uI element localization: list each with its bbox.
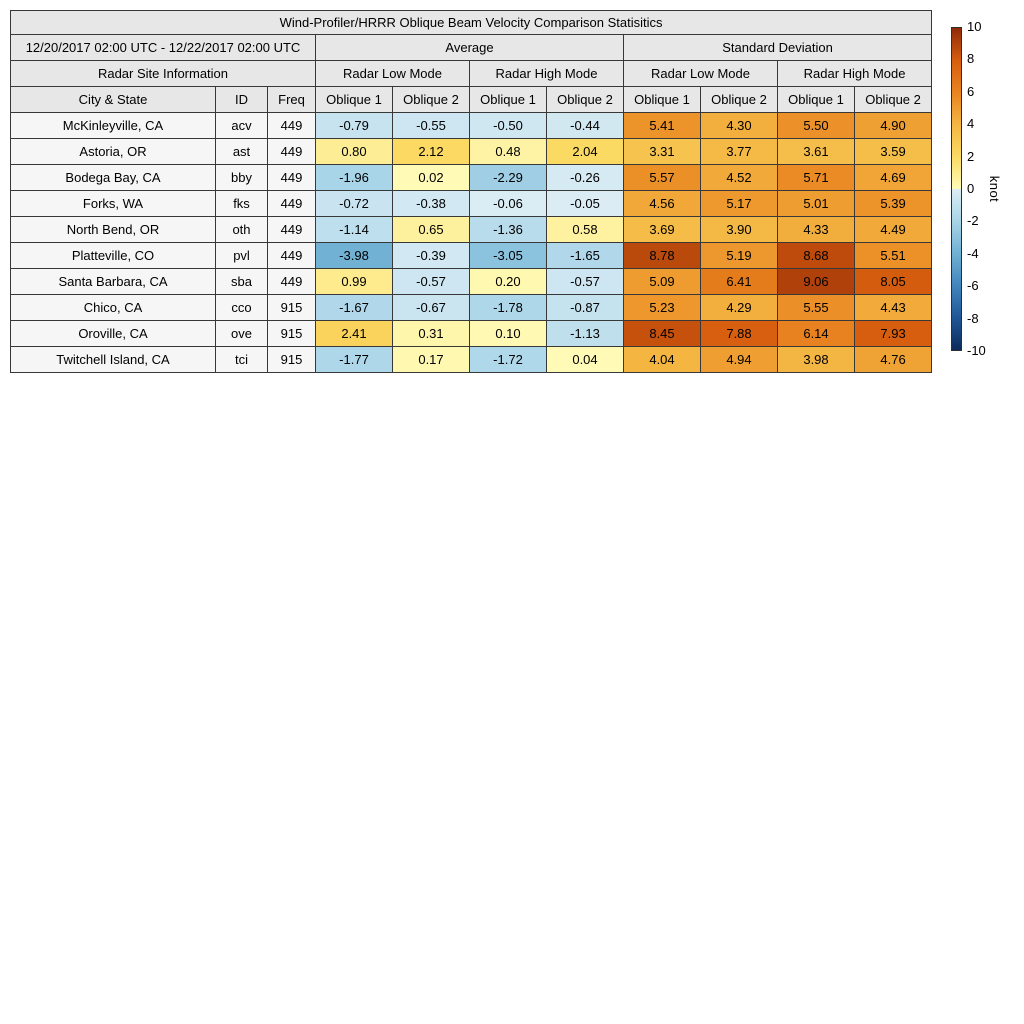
cell-value: -0.55 xyxy=(393,113,470,139)
table-row xyxy=(11,113,932,139)
table-row xyxy=(11,139,932,165)
cell-value: -0.57 xyxy=(547,269,624,295)
colorbar-tick-label: 10 xyxy=(967,19,982,34)
cell-value: -0.72 xyxy=(316,191,393,217)
cell-id: ast xyxy=(216,139,268,165)
cell-value: 4.33 xyxy=(778,217,855,243)
cell-value: 4.49 xyxy=(855,217,932,243)
cell-city: Santa Barbara, CA xyxy=(11,269,216,295)
group-header-row xyxy=(11,35,932,61)
cell-value: 3.31 xyxy=(624,139,701,165)
cell-value: 7.93 xyxy=(855,321,932,347)
cell-value: 5.01 xyxy=(778,191,855,217)
cell-value: 2.41 xyxy=(316,321,393,347)
col-header-oblique: Oblique 1 xyxy=(624,87,701,113)
cell-value: -1.36 xyxy=(470,217,547,243)
colorbar-tick-label: 6 xyxy=(967,83,975,99)
cell-value: 8.45 xyxy=(624,321,701,347)
cell-freq: 449 xyxy=(268,269,316,295)
cell-value: 5.51 xyxy=(855,243,932,269)
cell-freq: 449 xyxy=(268,191,316,217)
mode-header-std-low: Radar Low Mode xyxy=(624,61,778,87)
cell-value: 6.14 xyxy=(778,321,855,347)
cell-value: 3.77 xyxy=(701,139,778,165)
cell-value: -0.44 xyxy=(547,113,624,139)
mode-header-avg-high: Radar High Mode xyxy=(470,61,624,87)
cell-id: bby xyxy=(216,165,268,191)
group-header-stddev: Standard Deviation xyxy=(624,35,932,61)
column-header-row xyxy=(11,87,932,113)
site-info-header: Radar Site Information xyxy=(11,61,316,87)
cell-value: 3.90 xyxy=(701,217,778,243)
cell-value: 0.65 xyxy=(393,217,470,243)
group-header-average: Average xyxy=(316,35,624,61)
colorbar-tick-label: -4 xyxy=(967,245,979,261)
cell-value: 4.04 xyxy=(624,347,701,373)
cell-value: 0.17 xyxy=(393,347,470,373)
cell-city: McKinleyville, CA xyxy=(11,113,216,139)
cell-value: 5.50 xyxy=(778,113,855,139)
cell-value: 0.10 xyxy=(470,321,547,347)
table-row xyxy=(11,165,932,191)
mode-header-avg-low: Radar Low Mode xyxy=(316,61,470,87)
table-row xyxy=(11,295,932,321)
cell-id: ove xyxy=(216,321,268,347)
cell-freq: 449 xyxy=(268,243,316,269)
col-header-oblique: Oblique 1 xyxy=(778,87,855,113)
statistics-table xyxy=(10,10,932,373)
col-header-oblique: Oblique 2 xyxy=(855,87,932,113)
colorbar-tick-label: -8 xyxy=(967,310,979,326)
cell-value: -1.14 xyxy=(316,217,393,243)
cell-value: 4.94 xyxy=(701,347,778,373)
cell-value: 5.39 xyxy=(855,191,932,217)
cell-city: Bodega Bay, CA xyxy=(11,165,216,191)
mode-header-row xyxy=(11,61,932,87)
colorbar-tick-label: 2 xyxy=(967,148,975,164)
table-title: Wind-Profiler/HRRR Oblique Beam Velocity Comparison Statisitics xyxy=(11,11,932,35)
cell-value: -3.98 xyxy=(316,243,393,269)
col-header-oblique: Oblique 1 xyxy=(470,87,547,113)
cell-value: 0.04 xyxy=(547,347,624,373)
cell-id: sba xyxy=(216,269,268,295)
col-header-oblique: Oblique 2 xyxy=(547,87,624,113)
cell-value: 3.61 xyxy=(778,139,855,165)
cell-value: 0.58 xyxy=(547,217,624,243)
cell-value: 3.59 xyxy=(855,139,932,165)
cell-value: 3.98 xyxy=(778,347,855,373)
title-row xyxy=(11,11,932,35)
cell-value: 0.31 xyxy=(393,321,470,347)
cell-value: 5.71 xyxy=(778,165,855,191)
cell-value: 4.69 xyxy=(855,165,932,191)
cell-id: pvl xyxy=(216,243,268,269)
cell-value: -1.72 xyxy=(470,347,547,373)
cell-value: 2.12 xyxy=(393,139,470,165)
cell-id: acv xyxy=(216,113,268,139)
cell-value: 4.90 xyxy=(855,113,932,139)
cell-value: -0.67 xyxy=(393,295,470,321)
cell-value: 0.02 xyxy=(393,165,470,191)
col-header-oblique: Oblique 2 xyxy=(393,87,470,113)
cell-value: 4.76 xyxy=(855,347,932,373)
cell-city: Twitchell Island, CA xyxy=(11,347,216,373)
colorbar-gradient xyxy=(951,27,962,351)
col-header-freq: Freq xyxy=(268,87,316,113)
cell-value: -0.38 xyxy=(393,191,470,217)
cell-city: Forks, WA xyxy=(11,191,216,217)
cell-freq: 449 xyxy=(268,139,316,165)
cell-freq: 449 xyxy=(268,165,316,191)
cell-value: 5.23 xyxy=(624,295,701,321)
cell-value: -0.50 xyxy=(470,113,547,139)
table-row xyxy=(11,243,932,269)
table-row xyxy=(11,269,932,295)
cell-value: -0.87 xyxy=(547,295,624,321)
cell-value: 9.06 xyxy=(778,269,855,295)
cell-value: -0.06 xyxy=(470,191,547,217)
colorbar-unit-label: knot xyxy=(987,175,1002,203)
cell-value: 5.41 xyxy=(624,113,701,139)
cell-value: 8.68 xyxy=(778,243,855,269)
col-header-oblique: Oblique 2 xyxy=(701,87,778,113)
cell-value: -1.13 xyxy=(547,321,624,347)
cell-value: 5.57 xyxy=(624,165,701,191)
cell-value: -1.96 xyxy=(316,165,393,191)
cell-value: 0.20 xyxy=(470,269,547,295)
cell-city: Platteville, CO xyxy=(11,243,216,269)
cell-value: -0.79 xyxy=(316,113,393,139)
cell-value: 4.43 xyxy=(855,295,932,321)
cell-value: -0.26 xyxy=(547,165,624,191)
table-row xyxy=(11,321,932,347)
cell-value: 0.48 xyxy=(470,139,547,165)
cell-value: -1.77 xyxy=(316,347,393,373)
cell-value: -0.57 xyxy=(393,269,470,295)
cell-value: -1.65 xyxy=(547,243,624,269)
cell-value: 4.52 xyxy=(701,165,778,191)
cell-value: 5.17 xyxy=(701,191,778,217)
cell-value: 5.55 xyxy=(778,295,855,321)
cell-value: 0.80 xyxy=(316,139,393,165)
colorbar-tick-label: -2 xyxy=(967,213,979,229)
cell-value: -0.05 xyxy=(547,191,624,217)
colorbar-tick-label: -10 xyxy=(967,343,986,358)
cell-freq: 449 xyxy=(268,113,316,139)
table-row xyxy=(11,347,932,373)
colorbar-tick-label: -6 xyxy=(967,278,979,294)
cell-value: 2.04 xyxy=(547,139,624,165)
colorbar-tick-label: 8 xyxy=(967,51,975,67)
colorbar-tick-label: 0 xyxy=(967,181,975,196)
colorbar-tick-label: 4 xyxy=(967,116,975,132)
cell-value: -1.67 xyxy=(316,295,393,321)
cell-freq: 915 xyxy=(268,347,316,373)
cell-value: 8.78 xyxy=(624,243,701,269)
table-row xyxy=(11,191,932,217)
cell-value: 4.29 xyxy=(701,295,778,321)
cell-value: 0.99 xyxy=(316,269,393,295)
cell-value: 7.88 xyxy=(701,321,778,347)
cell-value: -0.39 xyxy=(393,243,470,269)
cell-value: 3.69 xyxy=(624,217,701,243)
cell-freq: 449 xyxy=(268,217,316,243)
cell-city: Chico, CA xyxy=(11,295,216,321)
col-header-oblique: Oblique 1 xyxy=(316,87,393,113)
cell-city: Oroville, CA xyxy=(11,321,216,347)
mode-header-std-high: Radar High Mode xyxy=(778,61,932,87)
cell-id: cco xyxy=(216,295,268,321)
cell-id: tci xyxy=(216,347,268,373)
cell-value: -2.29 xyxy=(470,165,547,191)
col-header-city: City & State xyxy=(11,87,216,113)
cell-value: 8.05 xyxy=(855,269,932,295)
cell-value: 6.41 xyxy=(701,269,778,295)
cell-id: fks xyxy=(216,191,268,217)
cell-city: North Bend, OR xyxy=(11,217,216,243)
cell-value: 5.19 xyxy=(701,243,778,269)
cell-value: 4.56 xyxy=(624,191,701,217)
cell-freq: 915 xyxy=(268,321,316,347)
cell-value: 4.30 xyxy=(701,113,778,139)
cell-value: -3.05 xyxy=(470,243,547,269)
table-row xyxy=(11,217,932,243)
colorbar xyxy=(951,19,1002,358)
col-header-id: ID xyxy=(216,87,268,113)
date-range-cell: 12/20/2017 02:00 UTC - 12/22/2017 02:00 UTC xyxy=(11,35,316,61)
cell-city: Astoria, OR xyxy=(11,139,216,165)
cell-freq: 915 xyxy=(268,295,316,321)
cell-id: oth xyxy=(216,217,268,243)
cell-value: -1.78 xyxy=(470,295,547,321)
cell-value: 5.09 xyxy=(624,269,701,295)
